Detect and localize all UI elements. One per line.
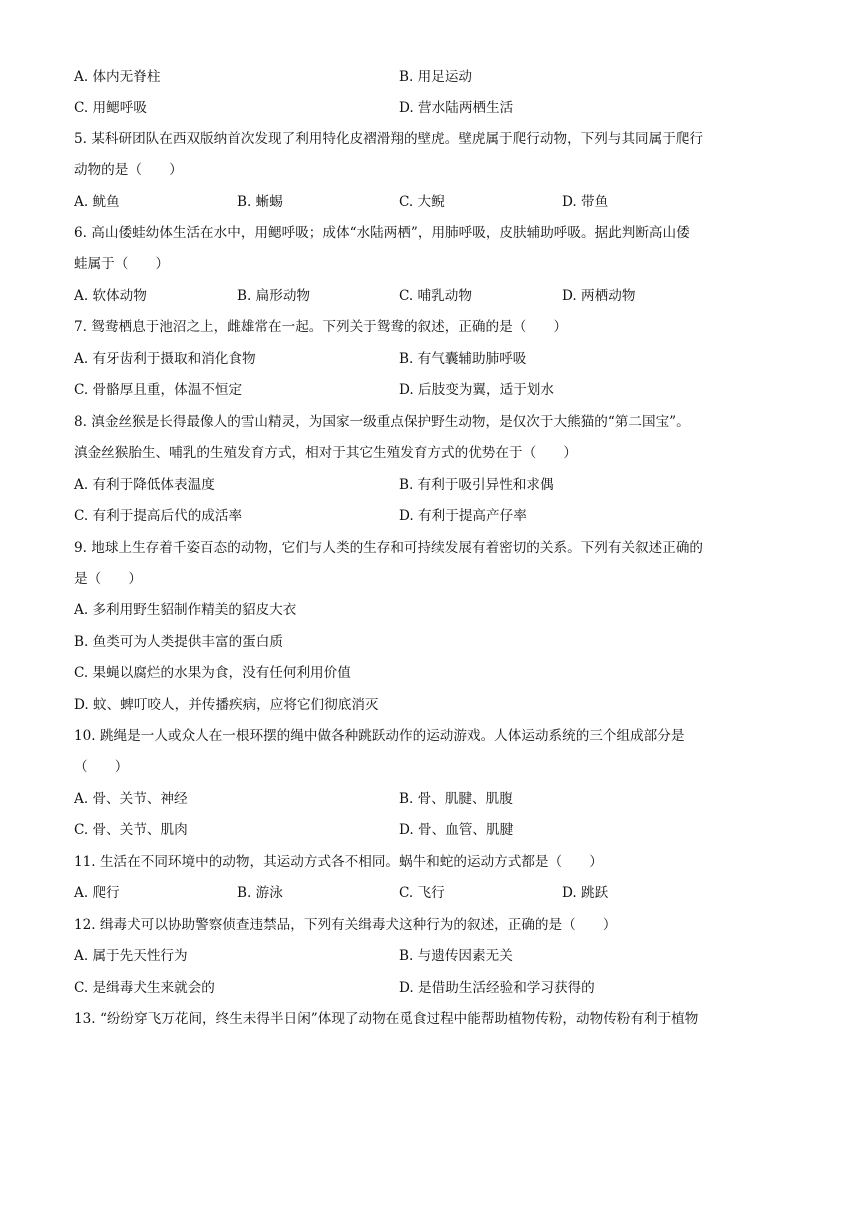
q9-option-d: D. 蚊、蜱叮咬人，并传播疾病，应将它们彻底消灭: [74, 697, 379, 713]
q6-option-a: A. 软体动物: [74, 288, 147, 304]
q5-stem-line2: 动物的是（ ）: [74, 162, 183, 178]
q4-option-a: A. 体内无脊柱: [74, 69, 161, 85]
q9-option-c: C. 果蝇以腐烂的水果为食，没有任何利用价值: [74, 665, 351, 681]
q8-option-c: C. 有利于提高后代的成活率: [74, 508, 243, 524]
q7-option-c: C. 骨骼厚且重，体温不恒定: [74, 382, 243, 398]
q10-option-c: C. 骨、关节、肌肉: [74, 822, 188, 838]
q6-option-b: B. 扁形动物: [237, 288, 311, 304]
q11-option-b: B. 游泳: [237, 885, 283, 901]
q12-option-b: B. 与遗传因素无关: [399, 948, 513, 964]
q5-stem-line1: 5. 某科研团队在西双版纳首次发现了利用特化皮褶滑翔的壁虎。壁虎属于爬行动物，下列与其同属于爬行: [74, 131, 704, 147]
q5-option-d: D. 带鱼: [562, 194, 609, 210]
q10-stem-line2: （ ）: [74, 759, 129, 775]
q12-stem-line1: 12. 缉毒犬可以协助警察侦查违禁品，下列有关缉毒犬这种行为的叙述，正确的是（ ）: [74, 917, 617, 933]
q12-option-d: D. 是借助生活经验和学习获得的: [399, 980, 595, 996]
q4-option-b: B. 用足运动: [399, 69, 473, 85]
q10-option-a: A. 骨、关节、神经: [74, 791, 188, 807]
q12-option-a: A. 属于先天性行为: [74, 948, 188, 964]
q4-option-d: D. 营水陆两栖生活: [399, 100, 514, 116]
q9-option-a: A. 多利用野生貂制作精美的貂皮大衣: [74, 602, 297, 618]
q8-option-b: B. 有利于吸引异性和求偶: [399, 477, 554, 493]
q6-option-d: D. 两栖动物: [562, 288, 636, 304]
q10-stem-line1: 10. 跳绳是一人或众人在一根环摆的绳中做各种跳跃动作的运动游戏。人体运动系统的三个组成部分是: [74, 728, 685, 744]
q11-option-d: D. 跳跃: [562, 885, 609, 901]
q6-option-c: C. 哺乳动物: [399, 288, 472, 304]
q5-option-a: A. 鱿鱼: [74, 194, 120, 210]
q9-option-b: B. 鱼类可为人类提供丰富的蛋白质: [74, 634, 283, 650]
q7-option-a: A. 有牙齿利于摄取和消化食物: [74, 351, 256, 367]
q5-option-c: C. 大鲵: [399, 194, 445, 210]
q12-option-c: C. 是缉毒犬生来就会的: [74, 980, 215, 996]
q8-option-a: A. 有利于降低体表温度: [74, 477, 215, 493]
q8-option-d: D. 有利于提高产仔率: [399, 508, 527, 524]
q6-stem-line2: 蛙属于（ ）: [74, 256, 170, 272]
q8-stem-line1: 8. 滇金丝猴是长得最像人的雪山精灵，为国家一级重点保护野生动物，是仅次于大熊猫的“第二国宝”。: [74, 414, 690, 430]
q7-option-b: B. 有气囊辅助肺呼吸: [399, 351, 527, 367]
q8-stem-line2: 滇金丝猴胎生、哺乳的生殖发育方式，相对于其它生殖发育方式的优势在于（ ）: [74, 445, 577, 461]
q7-option-d: D. 后肢变为翼，适于划水: [399, 382, 554, 398]
q10-option-d: D. 骨、血管、肌腱: [399, 822, 514, 838]
q4-option-c: C. 用鳃呼吸: [74, 100, 147, 116]
q13-stem-line1: 13. “纷纷穿飞万花间，终生未得半日闲”体现了动物在觅食过程中能帮助植物传粉，动物传粉有利于植物: [74, 1011, 699, 1027]
q9-stem-line2: 是（ ）: [74, 571, 142, 587]
q7-stem-line1: 7. 鸳鸯栖息于池沼之上，雌雄常在一起。下列关于鸳鸯的叙述，正确的是（ ）: [74, 319, 568, 335]
q5-option-b: B. 蜥蜴: [237, 194, 283, 210]
q9-stem-line1: 9. 地球上生存着千姿百态的动物，它们与人类的生存和可持续发展有着密切的关系。下列有关叙述正确的: [74, 540, 704, 556]
q11-option-a: A. 爬行: [74, 885, 120, 901]
q11-stem-line1: 11. 生活在不同环境中的动物，其运动方式各不相同。蜗牛和蛇的运动方式都是（ ）: [74, 854, 603, 870]
q11-option-c: C. 飞行: [399, 885, 445, 901]
q10-option-b: B. 骨、肌腱、肌腹: [399, 791, 513, 807]
q6-stem-line1: 6. 高山倭蛙幼体生活在水中，用鳃呼吸；成体“水陆两栖”，用肺呼吸，皮肤辅助呼吸。据此判断高山倭: [74, 225, 690, 241]
